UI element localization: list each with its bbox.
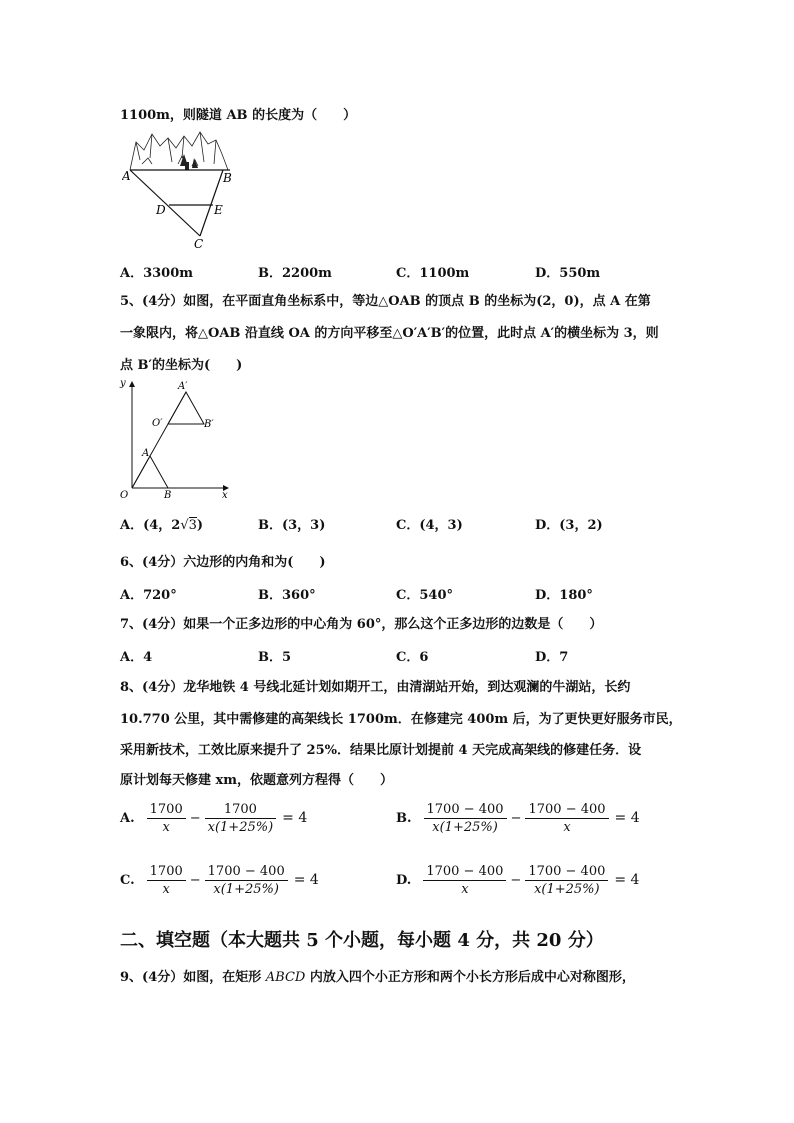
q8-question-line-3: 采用新技术，工效比原来提升了 25%．结果比原计划提前 4 天完成高架线的修建任务．设: [120, 743, 642, 758]
q8-question-line-1: 8、(4分）龙华地铁 4 号线北延计划如期开工，由清湖站开始，到达观澜的牛湖站，长约: [120, 680, 631, 695]
option-label: A.: [120, 811, 135, 826]
q8-option-d[interactable]: [396, 864, 639, 897]
option-label: C.: [120, 873, 135, 888]
fraction-2: $\frac{1700}{x(1+25\%)}$: [205, 802, 277, 835]
minus-sign: −: [510, 873, 522, 888]
q6-option-d[interactable]: D．180°: [535, 588, 593, 603]
triangle-o2a2b2: [168, 392, 204, 424]
q4-option-d[interactable]: D．550m: [535, 266, 601, 281]
q5-option-a-prefix: A．(4，2: [120, 518, 181, 533]
q7-option-d[interactable]: D．7: [535, 650, 569, 665]
q5-question-line-3: 点 B′的坐标为( ): [120, 358, 243, 373]
equation-rhs: = 4: [614, 872, 640, 888]
label-e: E: [214, 203, 223, 217]
q6-option-a[interactable]: A．720°: [120, 588, 177, 603]
q6-option-b[interactable]: B．360°: [258, 588, 316, 603]
q9-question-line: [120, 966, 635, 985]
label-b: B: [223, 171, 232, 185]
q4-option-c[interactable]: C．1100m: [396, 266, 470, 281]
equation-rhs: = 4: [614, 810, 640, 826]
fraction-2: $\frac{1700 - 400}{x(1+25\%)}$: [205, 864, 288, 897]
q6-option-c[interactable]: C．540°: [396, 588, 453, 603]
label-x: x: [222, 490, 228, 500]
label-b: B: [164, 490, 172, 500]
fraction-1: $\frac{1700 - 400}{x}$: [423, 864, 506, 897]
fraction-1: $\frac{1700}{x}$: [147, 802, 186, 835]
label-d: D: [156, 203, 166, 217]
q8-option-c[interactable]: [120, 864, 319, 897]
q5-option-d[interactable]: D．(3，2): [535, 518, 603, 533]
equation-rhs: = 4: [293, 872, 319, 888]
q4-option-b[interactable]: B．2200m: [258, 266, 332, 281]
q7-question-line: 7、(4分）如果一个正多边形的中心角为 60°，那么这个正多边形的边数是（ ）: [120, 617, 603, 632]
label-a: A: [142, 448, 150, 459]
triangle-oab: [132, 456, 168, 488]
mountain-illustration: [130, 132, 228, 170]
q5-coordinate-figure: [116, 376, 236, 500]
label-c: C: [194, 237, 204, 250]
q9-prefix: 9、(4分）如图，在矩形: [120, 970, 266, 985]
q5-option-a-suffix: ): [196, 518, 204, 533]
q5-option-a-radicand: 3: [188, 518, 197, 533]
q7-option-c[interactable]: C．6: [396, 650, 429, 665]
q8-option-a[interactable]: [120, 802, 307, 835]
label-b-prime: B′: [204, 419, 214, 430]
fraction-2: $\frac{1700 - 400}{x(1+25\%)}$: [525, 864, 608, 897]
label-o: O: [120, 490, 129, 500]
q9-suffix: 内放入四个小正方形和两个小长方形后成中心对称图形，: [305, 970, 635, 985]
option-label: D.: [396, 873, 412, 888]
q8-question-line-2: 10.770 公里，其中需修建的高架线长 1700m．在修建完 400m 后，为了更快更好服务市民，: [120, 712, 682, 727]
q6-question-line: 6、(4分）六边形的内角和为( ): [120, 555, 326, 570]
q5-option-a[interactable]: [120, 514, 203, 533]
q7-option-a[interactable]: A．4: [120, 650, 153, 665]
label-o-prime: O′: [152, 418, 163, 429]
q4-tunnel-figure: [122, 128, 234, 250]
q5-question-line-2: 一象限内，将△OAB 沿直线 OA 的方向平移至△O′A′B′的位置，此时点 A′的横坐标为 3，则: [120, 326, 659, 341]
minus-sign: −: [189, 873, 201, 888]
q5-option-b[interactable]: B．(3，3): [258, 518, 326, 533]
sqrt-symbol: √: [180, 518, 189, 533]
q8-question-line-4: 原计划每天修建 xm，依题意列方程得（ ）: [120, 773, 394, 788]
q7-option-b[interactable]: B．5: [258, 650, 292, 665]
q9-math-abcd: ABCD: [265, 970, 306, 985]
q4-option-a[interactable]: A．3300m: [120, 266, 194, 281]
q8-option-b[interactable]: [396, 802, 640, 835]
q4-question-tail: 1100m，则隧道 AB 的长度为（ ）: [120, 108, 357, 123]
label-y: y: [120, 378, 126, 389]
option-label: B.: [396, 811, 412, 826]
q5-question-line-1: 5、(4分）如图，在平面直角坐标系中，等边△OAB 的顶点 B 的坐标为(2，0)，点 A 在第: [120, 294, 651, 309]
label-a-prime: A′: [178, 381, 188, 392]
section-heading: 二、填空题（本大题共 5 个小题，每小题 4 分，共 20 分）: [120, 930, 604, 951]
equation-rhs: = 4: [282, 810, 308, 826]
fraction-2: $\frac{1700 - 400}{x}$: [525, 802, 608, 835]
minus-sign: −: [510, 811, 522, 826]
fraction-1: $\frac{1700}{x}$: [147, 864, 186, 897]
q5-option-c[interactable]: C．(4，3): [396, 518, 463, 533]
fraction-1: $\frac{1700 - 400}{x(1+25\%)}$: [424, 802, 507, 835]
minus-sign: −: [189, 811, 201, 826]
label-a: A: [122, 169, 131, 183]
